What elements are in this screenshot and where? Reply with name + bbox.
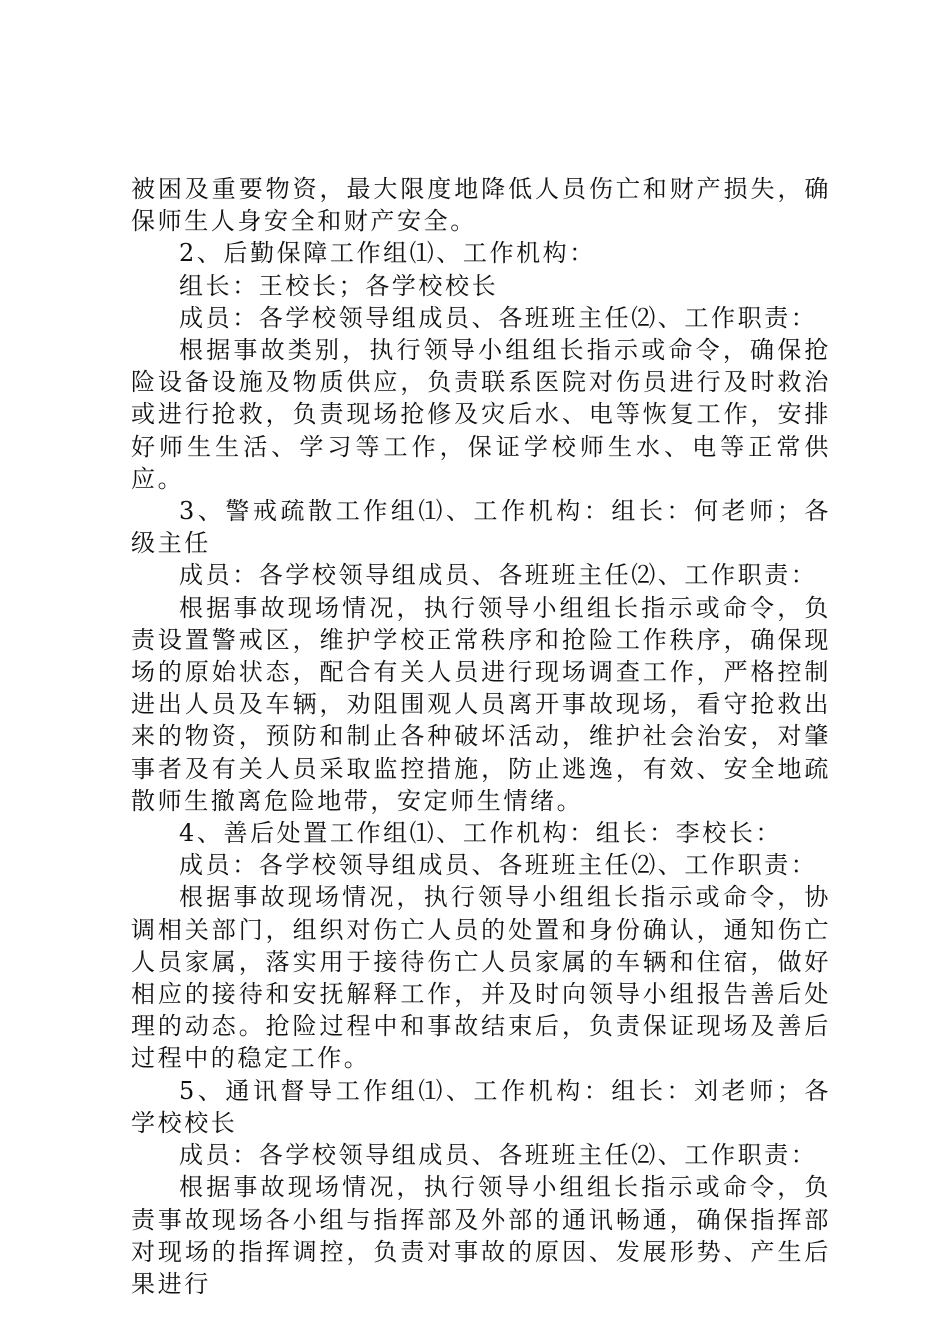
heading-logistics-group: 2、后勤保障工作组⑴、工作机构： xyxy=(179,239,596,268)
aftermath-duties: 根据事故现场情况，执行领导小组组长指示或命令，协调相关部门，组织对伤亡人员的处置和身份确认，通知伤亡人员家属，落实用于接待伤亡人员家属的车辆和住宿，做好相应的接待和安抚解释工作，并及时向领导小组报告善后处理的动态。抢险过程中和事故结束后，负责保证现场及善后过程中的稳定工作。 xyxy=(131,883,831,1073)
evacuation-members: 成员：各学校领导组成员、各班班主任⑵、工作职责： xyxy=(179,561,818,590)
communication-duties: 根据事故现场情况，执行领导小组组长指示或命令，负责事故现场各小组与指挥部及外部的通讯畅通，确保指挥部对现场的指挥调控，负责对事故的原因、发展形势、产生后果进行 xyxy=(131,1173,831,1298)
aftermath-members: 成员：各学校领导组成员、各班班主任⑵、工作职责： xyxy=(179,851,818,880)
heading-aftermath-group: 4、善后处置工作组⑴、工作机构：组长：李校长： xyxy=(179,819,783,848)
document-body xyxy=(131,173,831,1300)
evacuation-duties: 根据事故现场情况，执行领导小组组长指示或命令，负责设置警戒区，维护学校正常秩序和抢险工作秩序，确保现场的原始状态，配合有关人员进行现场调查工作，严格控制进出人员及车辆，劝阻围观人员离开事故现场，看守抢救出来的物资，预防和制止各种破坏活动，维护社会治安，对肇事者及有关人员采取监控措施，防止逃逸，有效、安全地疏散师生撤离危险地带，安定师生情绪。 xyxy=(131,593,831,815)
heading-communication-group: 5、通讯督导工作组⑴、工作机构：组长：刘老师；各学校校长 xyxy=(131,1076,831,1137)
heading-evacuation-group: 3、警戒疏散工作组⑴、工作机构：组长：何老师；各级主任 xyxy=(131,497,831,558)
paragraph-intro: 被困及重要物资，最大限度地降低人员伤亡和财产损失，确保师生人身安全和财产安全。 xyxy=(131,175,831,236)
logistics-leader: 组长：王校长；各学校校长 xyxy=(179,271,499,300)
logistics-duties: 根据事故类别，执行领导小组组长指示或命令，确保抢险设备设施及物质供应，负责联系医院对伤员进行及时救治或进行抢救，负责现场抢修及灾后水、电等恢复工作，安排好师生生活、学习等工作，保证学校师生水、电等正常供应。 xyxy=(131,336,831,493)
logistics-members: 成员：各学校领导组成员、各班班主任⑵、工作职责： xyxy=(179,303,818,332)
communication-members: 成员：各学校领导组成员、各班班主任⑵、工作职责： xyxy=(179,1141,818,1170)
